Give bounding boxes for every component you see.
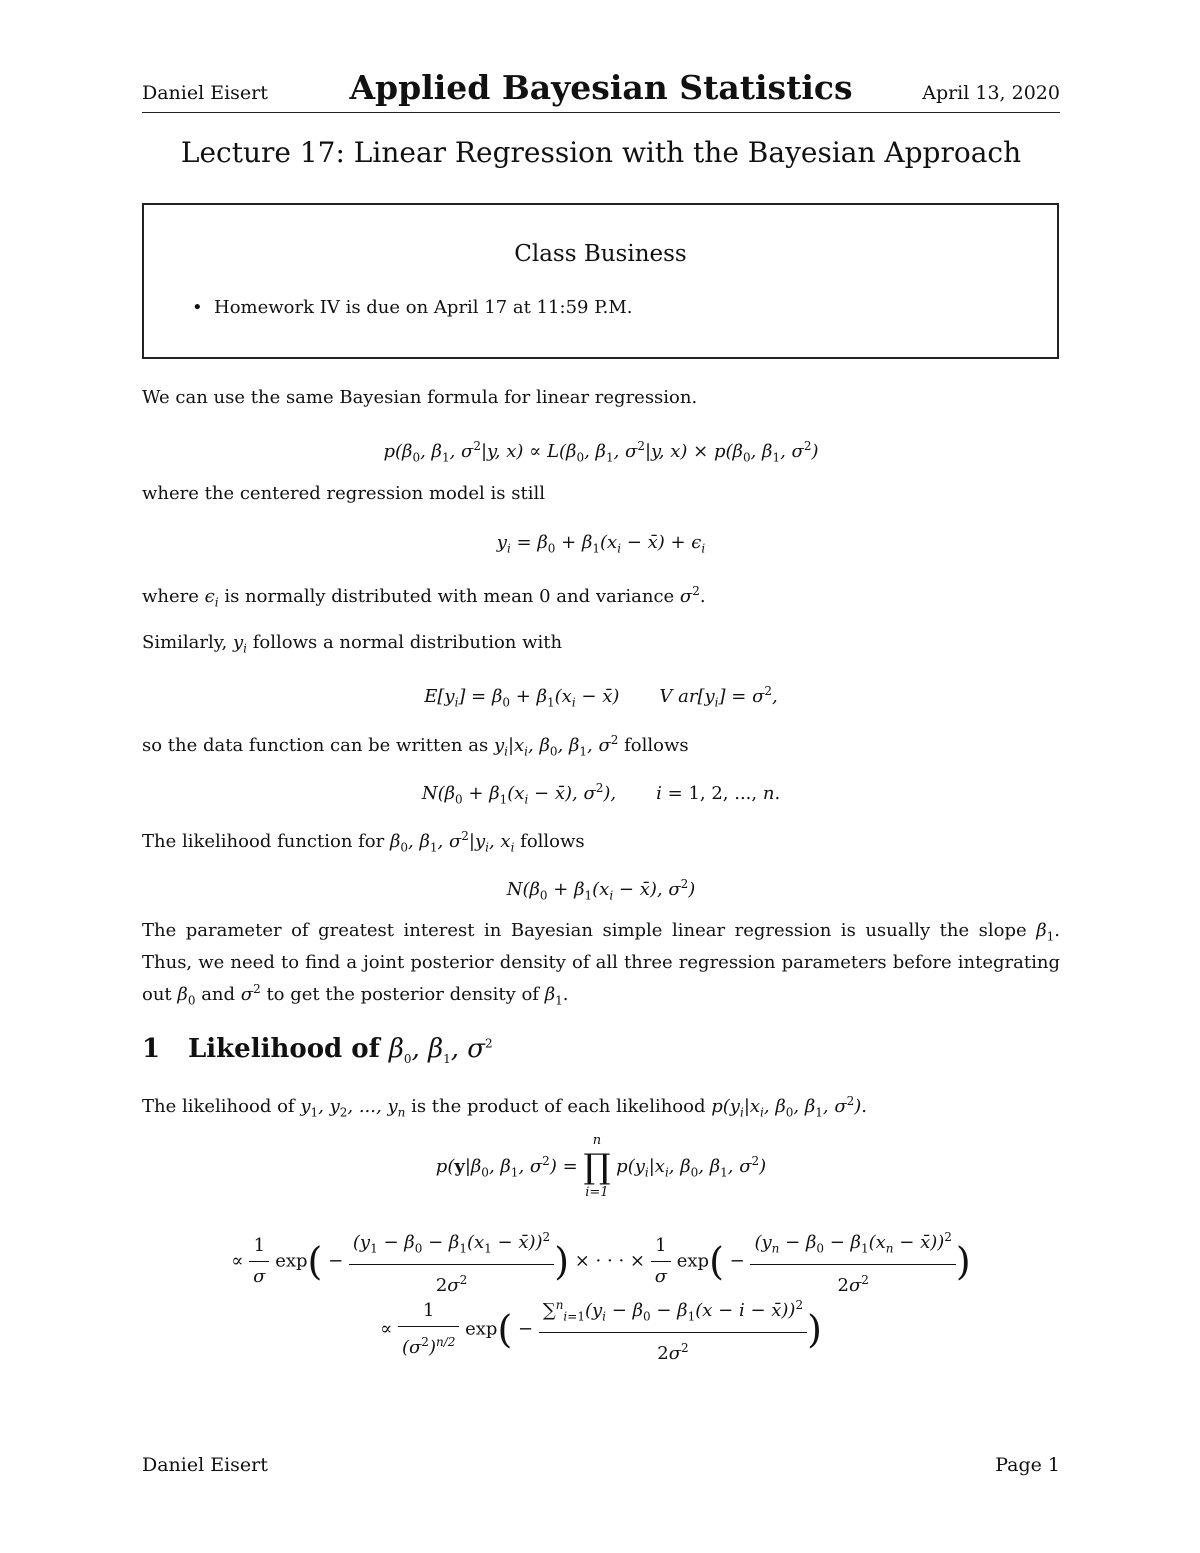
equation-likelihood-simplified: ∝ $\frac{1}{(\sigma^2)^{n/2}}$ exp( − $\frac{\sum^n_{i=1}(y_i - \beta_0 - \beta_1(x - i - x̄))^2}{2\sigma^2}$ ): [142, 1290, 1060, 1369]
section-heading: 1 Likelihood of $\beta_0$, $\beta_1$, $\sigma^2$: [142, 1034, 493, 1067]
bullet-icon: •: [192, 297, 203, 318]
text-fragment: is the product of each likelihood: [411, 1096, 706, 1117]
page-header: [142, 68, 1060, 112]
text-fragment: follows: [520, 831, 585, 852]
text-fragment: The parameter of greatest interest in Bayesian simple linear regression is usually the slope: [142, 920, 1027, 941]
section-number: 1: [142, 1034, 161, 1064]
equation-posterior: $p(\beta_0$, $\beta_1$, $\sigma^2|y$, $x) \propto L(\beta_0$, $\beta_1$, $\sigma^2|y$, $x) \times p(\beta_0$, $\beta_1$, $\sigma^2$): [383, 439, 819, 465]
product-operator: n ∏ i=1: [583, 1133, 611, 1200]
paragraph-slope-interest: The parameter of greatest interest in Bayesian simple linear regression is usually the slope $\beta_1$. Thus, we need to find a joint posterior density of all three regression parameters before integrating out $\beta_0$ and $\sigma^2$ to get the posterior density of $\beta_1$.: [142, 920, 1060, 1008]
paragraph-likelihood-product: The likelihood of $y_1$, $y_2$, ..., $y_n$ is the product of each likelihood $p(y_i|x_i$, $\beta_0$, $\beta_1$, $\sigma^2$).: [142, 1094, 868, 1120]
class-business-box: [142, 203, 1059, 359]
page-number: Page 1: [995, 1454, 1060, 1476]
text-fragment: where: [142, 586, 199, 607]
header-date: April 13, 2020: [922, 82, 1060, 104]
text-fragment: is normally distributed with mean 0 and variance: [224, 586, 675, 607]
lecture-title: Lecture 17: Linear Regression with the Bayesian Approach: [180, 136, 1022, 169]
text-fragment: to get the posterior density of: [266, 983, 539, 1005]
text-fragment: and: [201, 983, 236, 1005]
page-footer: [142, 1454, 1060, 1478]
text-fragment: The likelihood function for: [142, 831, 385, 852]
header-author: Daniel Eisert: [142, 82, 268, 104]
text-fragment: follows: [624, 735, 689, 756]
paragraph-intro: We can use the same Bayesian formula for linear regression.: [142, 387, 698, 408]
paragraph-error: where $\epsilon_i$ is normally distributed with mean 0 and variance $\sigma^2$.: [142, 584, 706, 610]
paragraph-data-function: so the data function can be written as $y_i|x_i$, $\beta_0$, $\beta_1$, $\sigma^2$ follows: [142, 733, 689, 759]
text-fragment: follows a normal distribution with: [252, 632, 563, 653]
equation-likelihood-expanded: ∝ $\frac{1}{\sigma}$ exp( − $\frac{(y_1 - \beta_0 - \beta_1(x_1 - x̄))^2}{2\sigma^2}$ ) × · · · × $\frac{1}{\sigma}$ exp( − $\frac{(y_n - \beta_0 - \beta_1(x_n - x̄))^2}{2\sigma^2}$ ): [142, 1222, 1060, 1301]
section-title: Likelihood of: [188, 1034, 380, 1064]
footer-author: Daniel Eisert: [142, 1454, 268, 1476]
business-bullet-item: [192, 297, 633, 318]
bullet-text: Homework IV is due on April 17 at 11:59 P.M.: [214, 297, 633, 318]
box-title: Class Business: [514, 241, 687, 267]
text-fragment: Thus, we need to find a joint posterior density of all three regression parameters before integrating out: [142, 951, 1060, 1005]
paragraph-model: where the centered regression model is still: [142, 483, 545, 504]
text-fragment: The likelihood of: [142, 1096, 295, 1117]
text-fragment: so the data function can be written as: [142, 735, 489, 756]
paragraph-similarly: Similarly, $y_i$ follows a normal distribution with: [142, 632, 563, 656]
equation-normal-likelihood: $N(\beta_0 + \beta_1(x_i$ − x̄), $\sigma^2$): [506, 877, 696, 903]
text-fragment: Similarly,: [142, 632, 228, 653]
header-divider: [142, 112, 1060, 113]
paragraph-likelihood-function: The likelihood function for $\beta_0$, $\beta_1$, $\sigma^2|y_i$, $x_i$ follows: [142, 829, 585, 855]
equation-normal-data: $N(\beta_0 + \beta_1(x_i$ − x̄), $\sigma^2$), i = 1, 2, ..., n.: [421, 781, 781, 807]
equation-likelihood-product: $p(y|\beta_0$, $\beta_1$, $\sigma^2$) = n ∏ i=1 $p(y_i|x_i$, $\beta_0$, $\beta_1$, $\sigma^2$): [435, 1133, 767, 1200]
equation-expectation-variance: $E[y_i] = \beta_0 + \beta_1(x_i$ − x̄) V $ar[y_i] = \sigma^2$,: [424, 684, 778, 710]
course-title: Applied Bayesian Statistics: [349, 68, 853, 107]
equation-regression-model: $y_i = \beta_0 + \beta_1(x_i$ − x̄) + $\epsilon_i$: [496, 532, 706, 556]
